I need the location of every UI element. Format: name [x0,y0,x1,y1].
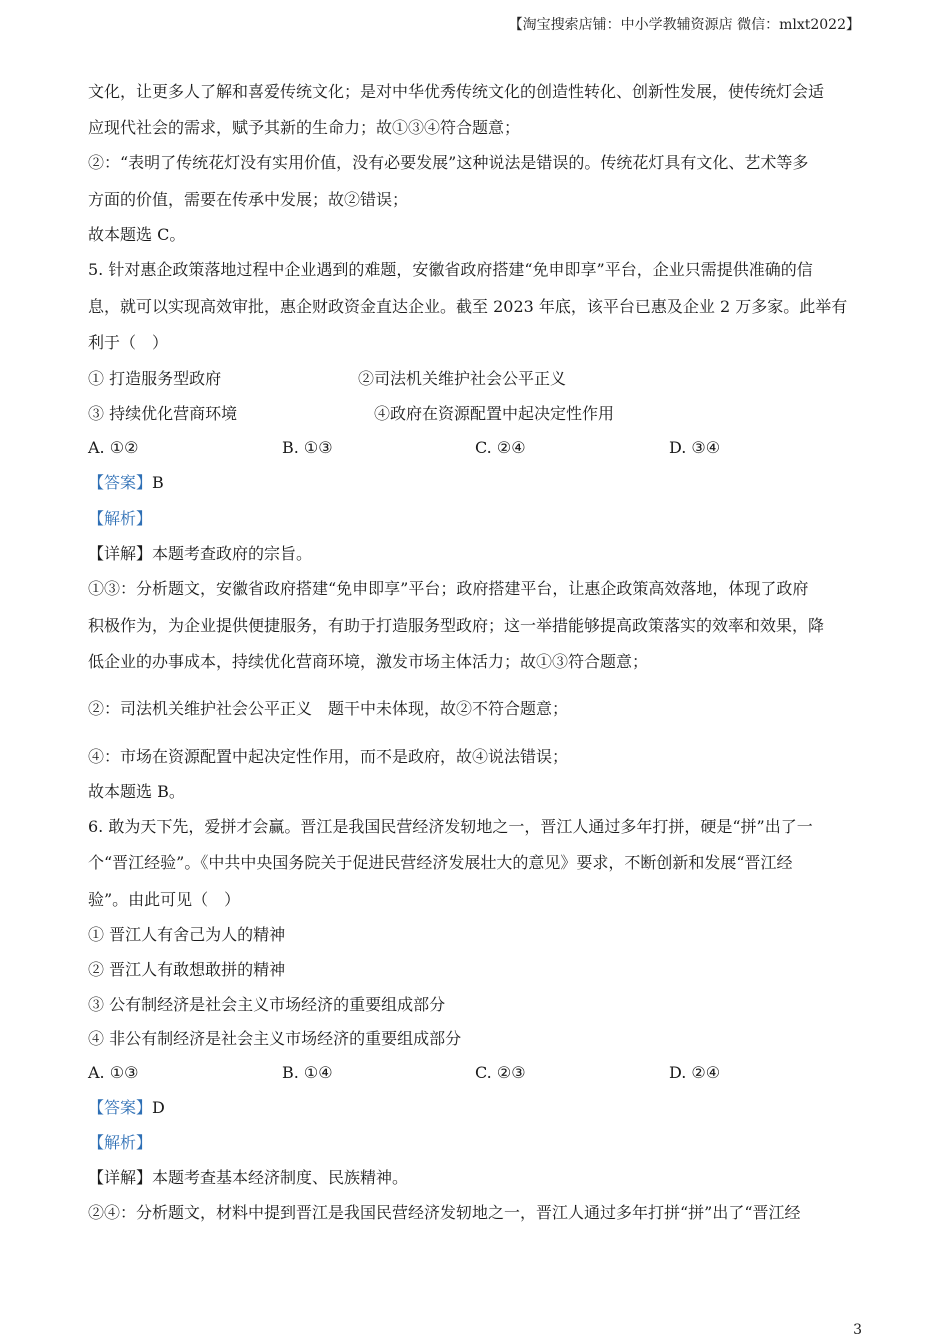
q5-statement-4: ④政府在资源配置中起决定性作用 [374,404,615,423]
q5-statement-1: ① 打造服务型政府 [88,369,222,388]
q5-explanation-4: ②：司法机关维护社会公平正义 题干中未体现，故②不符合题意； [88,699,569,718]
page-number: 3 [853,1322,862,1338]
q5-option-b: B. ①③ [282,438,333,457]
page-header: 【淘宝搜索店铺：中小学教辅资源店 微信：mlxt2022】 [508,17,860,33]
intro-line-2: 应现代社会的需求，赋予其新的生命力；故①③④符合题意； [88,118,521,137]
intro-line-1: 文化，让更多人了解和喜爱传统文化；是对中华优秀传统文化的创造性转化、创新性发展，使传统灯会适 [88,82,825,101]
q6-stem-line-2: 个“晋江经验”。《中共中央国务院关于促进民营经济发展壮大的意见》要求，不断创新和发展“晋江经 [88,853,793,872]
q6-answer [88,1097,862,1119]
q5-stem-line-1: 5. 针对惠企政策落地过程中企业遇到的难题，安徽省政府搭建“免申即享”平台，企业只需提供准确的信 [88,260,813,279]
q5-stem-line-2: 息，就可以实现高效审批，惠企财政资金直达企业。截至 2023 年底，该平台已惠及企业 2 万多家。此举有 [88,297,848,316]
q5-stem-line-3: 利于（ ） [88,333,169,352]
intro-line-4: 方面的价值，需要在传承中发展；故②错误； [88,190,409,209]
q6-option-c: C. ②③ [475,1063,526,1082]
q6-option-b: B. ①④ [282,1063,333,1082]
q5-explanation-1: ①③：分析题文，安徽省政府搭建“免申即享”平台；政府搭建平台，让惠企政策高效落地，体现了政府 [88,579,809,598]
q5-option-d: D. ③④ [669,438,721,457]
q5-statement-2: ②司法机关维护社会公平正义 [358,369,567,388]
q6-statement-3: ③ 公有制经济是社会主义市场经济的重要组成部分 [88,995,446,1014]
q5-explanation-6: 故本题选 B。 [88,782,185,801]
q6-statement-1: ① 晋江人有舍己为人的精神 [88,925,286,944]
q5-detail: 【详解】本题考查政府的宗旨。 [88,544,313,563]
answer-value: D [152,1098,165,1117]
q6-stem-line-3: 验”。由此可见（ ） [88,890,241,909]
q5-option-a: A. ①② [88,438,139,457]
answer-tag: 【答案】 [88,1098,153,1117]
q6-explanation-1: ②④：分析题文，材料中提到晋江是我国民营经济发轫地之一，晋江人通过多年打拼“拼”出了“晋江经 [88,1203,801,1222]
answer-tag: 【答案】 [88,473,153,492]
q5-statement-3: ③ 持续优化营商环境 [88,404,238,423]
q5-answer [88,472,862,494]
q5-option-c: C. ②④ [475,438,526,457]
intro-line-3: ②：“表明了传统花灯没有实用价值，没有必要发展”这种说法是错误的。传统花灯具有文化、艺术等多 [88,153,809,172]
q5-explanation-5: ④：市场在资源配置中起决定性作用，而不是政府，故④说法错误； [88,747,569,766]
q5-explanation-2: 积极作为，为企业提供便捷服务，有助于打造服务型政府；这一举措能够提高政策落实的效率和效果，降 [88,616,825,635]
q6-analysis-tag: 【解析】 [88,1133,153,1152]
q5-analysis-tag: 【解析】 [88,509,153,528]
q6-detail: 【详解】本题考查基本经济制度、民族精神。 [88,1168,409,1187]
q6-statement-4: ④ 非公有制经济是社会主义市场经济的重要组成部分 [88,1029,462,1048]
q5-explanation-3: 低企业的办事成本，持续优化营商环境，激发市场主体活力；故①③符合题意； [88,652,649,671]
answer-value: B [152,473,164,492]
q6-option-d: D. ②④ [669,1063,721,1082]
q6-statement-2: ② 晋江人有敢想敢拼的精神 [88,960,286,979]
q6-stem-line-1: 6. 敢为天下先，爱拼才会赢。晋江是我国民营经济发轫地之一，晋江人通过多年打拼，硬是“拼”出了一 [88,817,813,836]
intro-line-5: 故本题选 C。 [88,225,186,244]
q6-option-a: A. ①③ [88,1063,139,1082]
